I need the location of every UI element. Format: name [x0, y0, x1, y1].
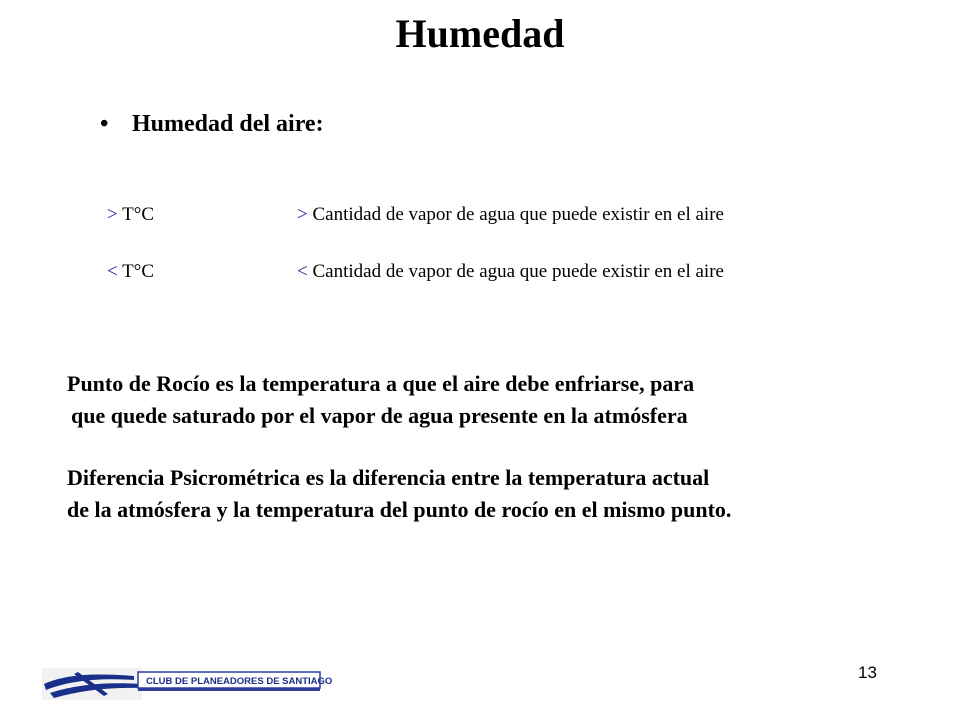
bullet-humedad-aire	[100, 108, 324, 140]
vapor-capacity-text: Cantidad de vapor de agua que puede existir en el aire	[307, 204, 724, 225]
row-higher-temp-left	[107, 203, 154, 227]
temp-label: T°C	[117, 204, 155, 225]
less-than-symbol: <	[297, 261, 308, 282]
psychrometric-line-1: Diferencia Psicrométrica es la diferencia entre la temperatura actual	[67, 465, 710, 490]
psychrometric-definition	[67, 462, 731, 526]
club-logo	[38, 660, 338, 702]
dew-point-line-1: Punto de Rocío es la temperatura a que el aire debe enfriarse, para	[67, 371, 695, 396]
row-lower-temp-right	[297, 260, 724, 284]
page-number: 13	[858, 663, 877, 682]
bullet-dot: •	[100, 111, 109, 137]
psychrometric-line-2: de la atmósfera y la temperatura del punto de rocío en el mismo punto.	[67, 497, 732, 522]
logo-text: CLUB DE PLANEADORES DE SANTIAGO	[146, 676, 333, 687]
greater-than-symbol: >	[297, 204, 308, 225]
row-lower-temp-left	[107, 260, 154, 284]
dew-point-definition	[67, 368, 694, 432]
less-than-symbol: <	[107, 261, 118, 282]
vapor-capacity-text: Cantidad de vapor de agua que puede existir en el aire	[307, 261, 724, 282]
greater-than-symbol: >	[107, 204, 118, 225]
dew-point-line-2: que quede saturado por el vapor de agua presente en la atmósfera	[71, 403, 688, 428]
row-higher-temp-right	[297, 203, 724, 227]
bullet-text: Humedad del aire:	[132, 111, 324, 137]
slide-title: Humedad	[395, 11, 565, 56]
glider-wing-icon	[42, 668, 142, 700]
temp-label: T°C	[117, 261, 155, 282]
